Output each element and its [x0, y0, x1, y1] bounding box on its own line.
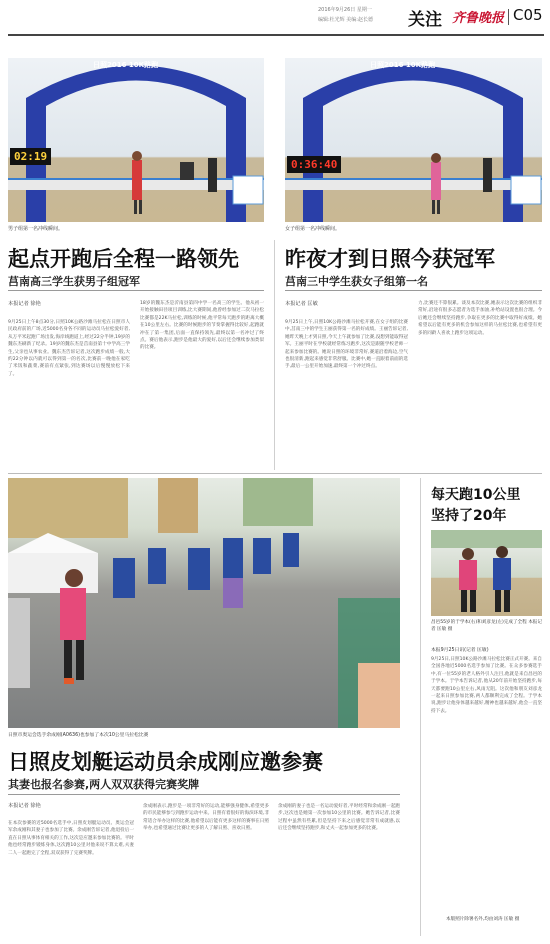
race-clock: 02:19 — [10, 148, 51, 165]
sidebar-photo-caption: 昌邑55岁的于学本(右)和刘彦龙(左)完成了全程 本报记者 匡敏 摄 — [431, 620, 542, 633]
finish-arch-graphic — [8, 58, 264, 222]
column-divider — [274, 240, 275, 470]
finish-photo-women — [285, 58, 542, 222]
article1-subheadline: 莒南高三学生获男子组冠军 — [8, 275, 140, 288]
sidebar-headline-line2: 坚持了20年 — [431, 508, 507, 524]
header-rule — [8, 34, 544, 36]
article3-body-col3: 余成刚的妻子也是一名运动爱好者,平时经常和余成刚一起跑步,这次也是她第一次参加10公里的比赛。她告诉记者,比赛过程中虽然有些累,但是坚持下来之后感觉非常有成就感,以后还会继续坚持跑步,和丈夫一起参加更多的比赛。 — [278, 804, 400, 832]
article1-body-col2: 18岁的魏东杰是沂南县第四中学一名高三的学生。他从初一开始接触田径项目训练,比大赛期间,他曾经参加过二次马拉松比赛都是22K马拉松,训练的时候,他平常每天跑步的距离大概在10公里左右。比赛的时候跑步的节奏掌握得比较好,起跑就冲在了第一集团,后面一直保持领先,最终以第一名冲过了终点。赛后他表示,跑步是他最大的爱好,以后还会继续参加类似的比赛。 — [140, 301, 264, 351]
article1-headline: 起点开跑后全程一路领先 — [8, 247, 239, 271]
article3-body-col2: 余成刚表示,跑步是一项非常好的运动,能够强身健体,希望更多的市民能够参与到跑步运动中来。日照有着很好的海滨环境,非常适合举办这样的比赛,他希望以后能有更多这样的赛事在日照举办,也希望通过比赛让更多的人了解日照、喜欢日照。 — [143, 804, 269, 832]
article2-subheadline: 莒南三中学生获女子组第一名 — [285, 275, 428, 288]
sidebar-headline-line1: 每天跑10公里 — [431, 487, 521, 503]
article3-byline: 本报记者 徐艳 — [8, 803, 41, 809]
two-runners-graphic — [431, 530, 542, 616]
photo1-caption: 男子组第一名冲线瞬间。 — [8, 226, 64, 232]
article1-byline: 本报记者 徐艳 — [8, 301, 41, 307]
article1-body-col1: 9月25日上午8点30分,日照10K公路沙滩马拉松在日照市人民政府前的广场,近5000名身各不同的运动员马拉松爱好者,从万平米起跑广场出发,海岸线跑道上,经过22分半钟,19岁的魏东杰刷新了纪录。19岁的魏东杰是莒南县第十中学高三学生,父亲也从事农业。魏东杰告诉记者,这次跑步成绩一般,大约22分钟以内就可以得到第一的名次,比赛前一晚他在家吃了米饭和蔬菜,赛前有点紧张,到达赛场以后慢慢放松下来了。 — [8, 320, 130, 377]
article3-body-col1: 在本次参赛的近5000名选手中,日照皮划艇运动员、奥运会冠军余成刚和其妻子也参加了比赛。余成刚告诉记者,他退役后一直在日照从事体育相关的工作,这次是应邀来参加比赛的。平时他也经常跑步锻炼身体,这次跑10公里对他来说不算太难,夫妻二人一起跑完了全程,双双获得了完赛奖牌。 — [8, 821, 134, 856]
photo3-caption: 日照市奥运会选手余成刚(A0636)也参加了本次10公里马拉松比赛 — [8, 733, 149, 738]
page-header — [0, 0, 550, 36]
date-line: 2016年9月26日 星期一 — [318, 7, 372, 13]
editor-line: 编辑:杜光辉 美编:赵长德 — [318, 17, 373, 23]
article1-rule — [8, 290, 264, 291]
sidebar-body: 9月25日,日照10K公路沙滩马拉松比赛正式开赛。来自全国各地近5000名选手参加了比赛。在众多参赛选手中,有一位55岁的老人格外引人注目,他就是来自昌邑的于学本。于学本告诉记者,他从20年前开始坚持跑步,每天都要跑10公里左右,风雨无阻。这次他和朋友刘彦龙一起来日照参加比赛,两人都顺利完成了全程。于学本说,跑步让他身体越来越好,精神也越来越好,他会一直坚持下去。 — [431, 657, 542, 714]
article2-body-col2: 力,比赛还不算很累。谈及本次比赛,她表示这次比赛的组织非常好,沿途有很多志愿者为选手加油,补给站设置也很合理。今后她还会继续坚持跑步,争取在更多的比赛中取得好成绩。她希望以后能有更多的机会参加这样的马拉松比赛,也希望有更多的同龄人喜欢上跑步这项运动。 — [418, 301, 542, 336]
race-crowd-photo — [8, 478, 400, 728]
article2-byline: 本报记者 匡敏 — [285, 301, 318, 307]
paper-logo: 齐鲁晚报 — [452, 11, 505, 26]
sidebar-runners-photo — [431, 530, 542, 616]
sidebar-divider — [420, 478, 421, 936]
sidebar-byline: 本报9月25日讯(记者 匡敏) — [431, 648, 489, 653]
runners-graphic — [8, 478, 400, 728]
sidebar-footer-note: 本版照片除署名外,均由刘涛 匡敏 摄 — [446, 917, 520, 922]
article2-headline: 昨夜才到日照今获冠军 — [285, 247, 495, 271]
section-rule — [8, 473, 542, 474]
article2-rule — [285, 290, 542, 291]
finish-arch-graphic — [285, 58, 542, 222]
article2-body-col1: 9月25日上午,日照10K公路沙滩马拉松开赛,在女子组的比赛中,莒南三中的学生王丽获得第一名的好成绩。王丽告诉记者,她昨天晚上才到日照,今天上午就参加了比赛,没想到能取得冠军。王丽平时在学校就经常练习跑步,这次是跟随学校老师一起来参加比赛的。她说日照的环境非常好,赛道沿着海边,空气也很清新,跑起来感觉非常舒服。比赛中,她一直跟着前面的选手,最后一公里开始加速,最终第一个冲过终点。 — [285, 320, 408, 370]
arch-banner-text: 日照2016 10K路跑 — [370, 61, 436, 69]
article3-headline: 日照皮划艇运动员余成刚应邀参赛 — [8, 750, 323, 774]
finish-photo-men — [8, 58, 264, 222]
article3-rule — [8, 794, 400, 795]
photo2-caption: 女子组第一名冲线瞬间。 — [285, 226, 341, 232]
section-title: 关注 — [408, 10, 442, 30]
article3-subheadline: 其妻也报名参赛,两人双双获得完赛奖牌 — [8, 778, 200, 791]
race-clock: 0:36:40 — [287, 156, 341, 173]
page-code: C05 — [513, 6, 543, 24]
arch-banner-text: 日照2016 10K路跑 — [93, 61, 159, 69]
page-divider — [508, 9, 509, 25]
